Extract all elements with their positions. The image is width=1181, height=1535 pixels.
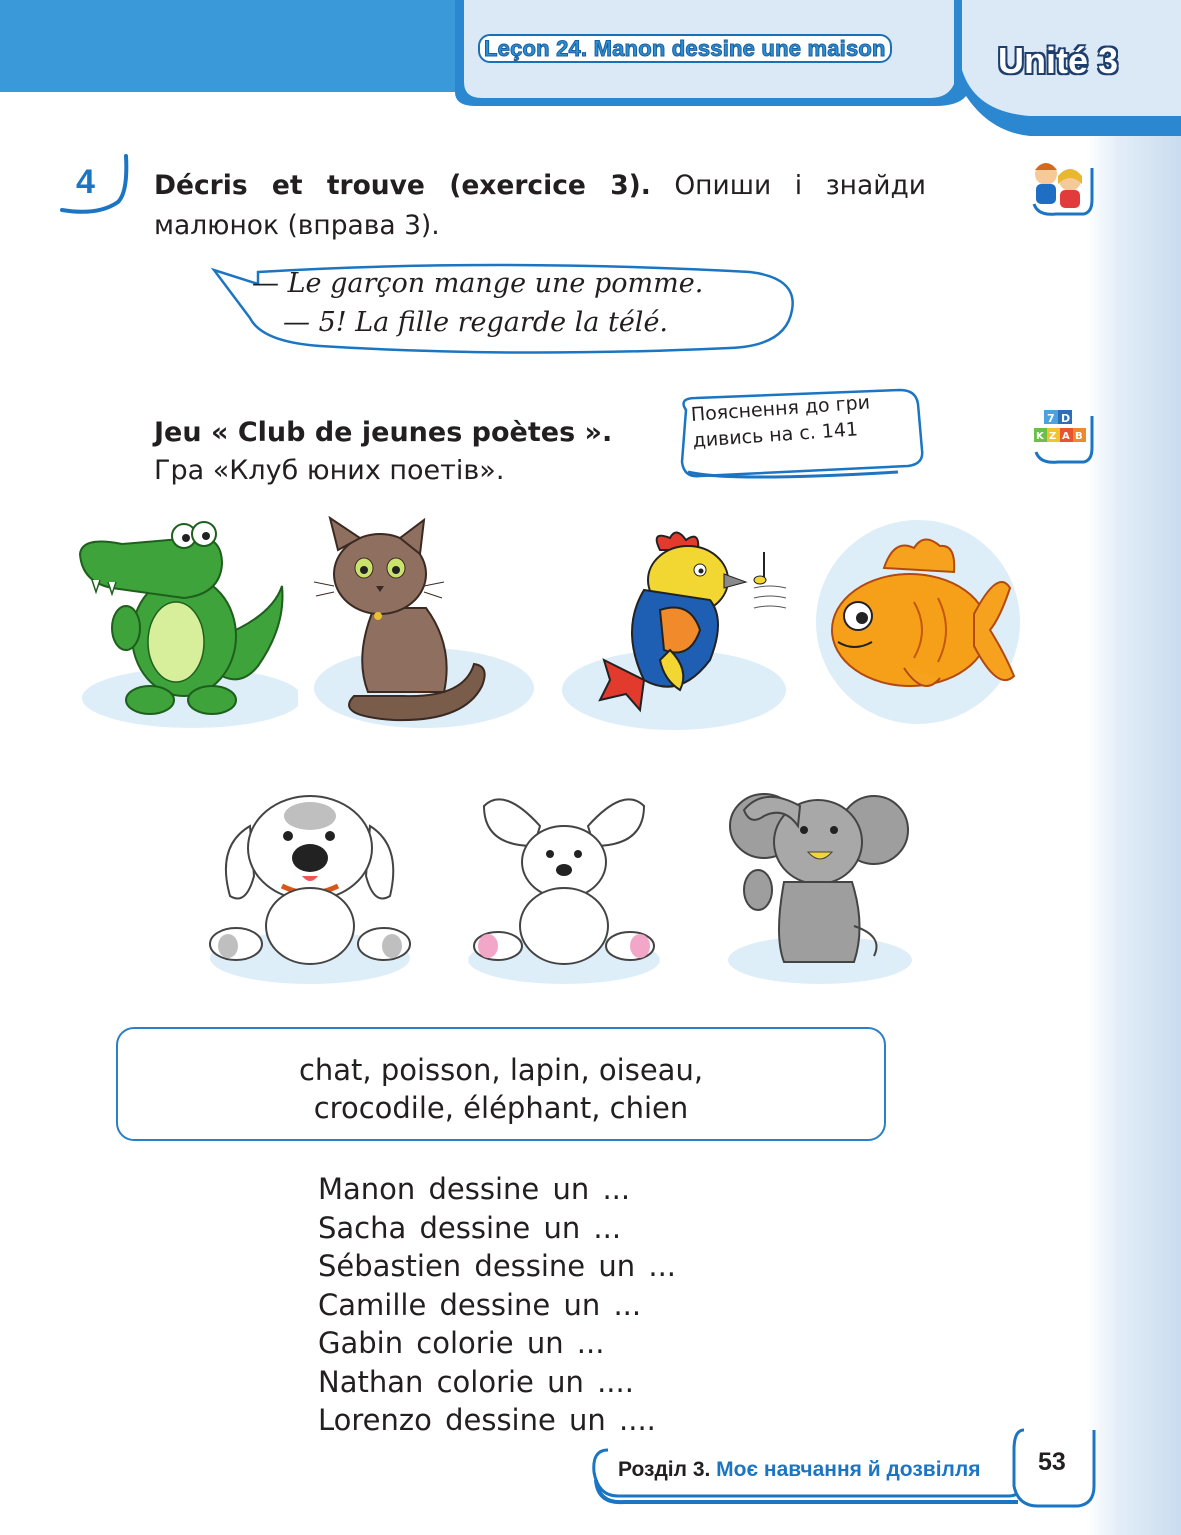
bird-picture [560,530,790,730]
footer-section-title: Моє навчання й дозвілля [716,1458,981,1481]
page-side-stripe [1086,0,1181,1535]
game-title-ukrainian: Гра «Клуб юних поетів». [154,455,505,486]
children-pair-icon [1028,154,1094,218]
sentence-item: Nathan colorie un .... [318,1364,634,1399]
cat-picture [314,516,534,728]
instruction-ukrainian: Опиши і знайди малюнок (вправа 3). [154,170,926,241]
sentence-list [318,1170,676,1440]
sentence-item: Camille dessine un ... [318,1287,642,1322]
game-title-french: Jeu « Club de jeunes poètes ». [154,417,613,448]
sentence-item: Sébastien dessine un ... [318,1249,677,1283]
lesson-title: Leçon 24. Manon dessine une maison [478,36,892,62]
unit-label: Unité 3 [998,40,1119,81]
page-number: 53 [1038,1448,1066,1476]
sentence-item: Sacha dessine un ... [318,1210,622,1245]
block-letter: D [1061,412,1071,425]
block-letter: B [1075,431,1083,442]
exercise-instruction [154,166,926,246]
block-letter: K [1036,431,1044,442]
block-letter: A [1062,431,1070,442]
sentence-item: Lorenzo dessine un .... [318,1403,656,1437]
letter-blocks-icon [1030,406,1094,466]
instruction-french: Décris et trouve (exercice 3). [154,170,651,201]
game-title [154,414,612,490]
hint-line-2: дивись на с. 141 [691,418,859,452]
dialogue-line-2: — 5! La fille regarde la télé. [283,307,669,338]
elephant-picture [724,786,914,986]
word-bank-line-2: crocodile, éléphant, chien [313,1091,689,1125]
exercise-number-badge [58,152,132,218]
word-bank-box [116,1027,886,1141]
block-letter: 7 [1047,412,1055,425]
footer-section-label: Розділ 3. [618,1458,711,1481]
footer-section [618,1458,980,1482]
dog-toy-picture [206,786,416,986]
rabbit-toy-picture [464,786,664,986]
exercise-number: 4 [76,163,95,201]
hint-line-1: Пояснення до гри [690,391,871,426]
sentence-item: Manon dessine un ... [318,1172,631,1206]
sentence-item: Gabin colorie un ... [318,1326,605,1360]
block-letter: Z [1049,431,1057,442]
word-bank-line-1: chat, poisson, lapin, oiseau, [298,1053,704,1087]
dialogue-line-1: — Le garçon mange une pomme. [252,268,704,299]
fish-picture [814,518,1028,726]
crocodile-picture [72,516,298,732]
